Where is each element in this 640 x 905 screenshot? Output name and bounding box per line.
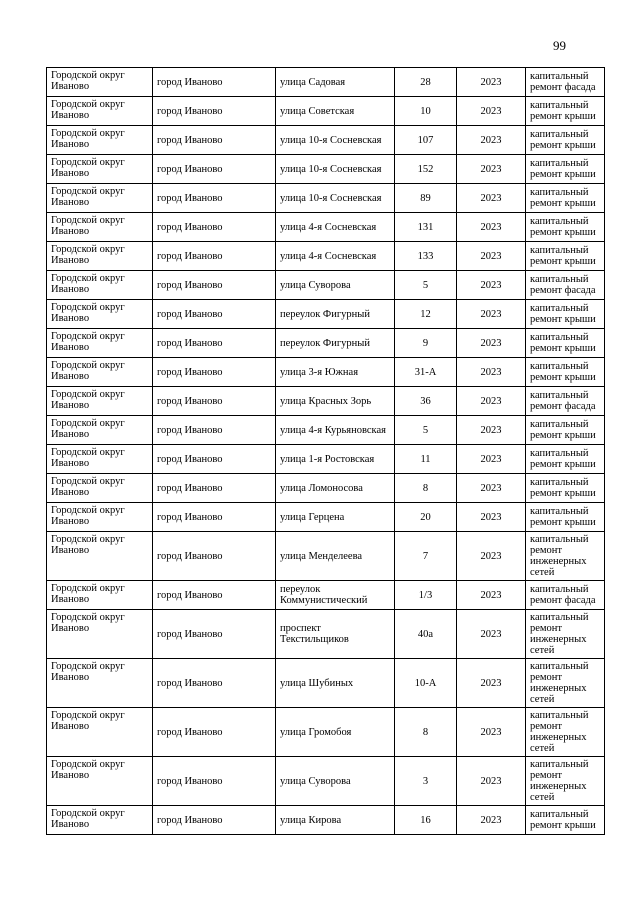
work-type-cell: капитальный ремонт инженерных сетей xyxy=(526,610,605,659)
street-cell: переулок Фигурный xyxy=(276,300,395,329)
table-row xyxy=(47,503,605,532)
street-cell: улица Садовая xyxy=(276,68,395,97)
work-type-cell: капитальный ремонт крыши xyxy=(526,474,605,503)
work-type-cell: капитальный ремонт крыши xyxy=(526,358,605,387)
city-cell: город Иваново xyxy=(153,358,276,387)
street-cell: улица 10-я Сосневская xyxy=(276,155,395,184)
year-cell: 2023 xyxy=(457,155,526,184)
street-cell: улица 4-я Курьяновская xyxy=(276,416,395,445)
table-row xyxy=(47,387,605,416)
work-type-cell: капитальный ремонт фасада xyxy=(526,68,605,97)
region-cell: Городской округ Иваново xyxy=(47,806,153,835)
region-cell: Городской округ Иваново xyxy=(47,271,153,300)
street-cell: улица 10-я Сосневская xyxy=(276,184,395,213)
region-cell: Городской округ Иваново xyxy=(47,155,153,184)
table-row xyxy=(47,610,605,659)
house-number-cell: 40а xyxy=(395,610,457,659)
year-cell: 2023 xyxy=(457,659,526,708)
year-cell: 2023 xyxy=(457,300,526,329)
region-cell: Городской округ Иваново xyxy=(47,126,153,155)
city-cell: город Иваново xyxy=(153,271,276,300)
region-cell: Городской округ Иваново xyxy=(47,474,153,503)
table-row xyxy=(47,445,605,474)
work-type-cell: капитальный ремонт крыши xyxy=(526,213,605,242)
street-cell: улица Суворова xyxy=(276,757,395,806)
city-cell: город Иваново xyxy=(153,387,276,416)
house-number-cell: 16 xyxy=(395,806,457,835)
table-row xyxy=(47,757,605,806)
city-cell: город Иваново xyxy=(153,213,276,242)
table-row xyxy=(47,184,605,213)
repair-schedule-table xyxy=(46,67,605,835)
house-number-cell: 31-А xyxy=(395,358,457,387)
street-cell: улица Громобоя xyxy=(276,708,395,757)
street-cell: улица Шубиных xyxy=(276,659,395,708)
house-number-cell: 9 xyxy=(395,329,457,358)
house-number-cell: 107 xyxy=(395,126,457,155)
year-cell: 2023 xyxy=(457,126,526,155)
work-type-cell: капитальный ремонт фасада xyxy=(526,271,605,300)
region-cell: Городской округ Иваново xyxy=(47,300,153,329)
city-cell: город Иваново xyxy=(153,126,276,155)
city-cell: город Иваново xyxy=(153,708,276,757)
table-row xyxy=(47,271,605,300)
year-cell: 2023 xyxy=(457,445,526,474)
city-cell: город Иваново xyxy=(153,97,276,126)
street-cell: улица 10-я Сосневская xyxy=(276,126,395,155)
table-row xyxy=(47,155,605,184)
work-type-cell: капитальный ремонт крыши xyxy=(526,242,605,271)
street-cell: проспект Текстильщиков xyxy=(276,610,395,659)
work-type-cell: капитальный ремонт крыши xyxy=(526,329,605,358)
year-cell: 2023 xyxy=(457,329,526,358)
table-row xyxy=(47,532,605,581)
year-cell: 2023 xyxy=(457,708,526,757)
work-type-cell: капитальный ремонт крыши xyxy=(526,445,605,474)
house-number-cell: 3 xyxy=(395,757,457,806)
table-row xyxy=(47,68,605,97)
work-type-cell: капитальный ремонт инженерных сетей xyxy=(526,708,605,757)
house-number-cell: 28 xyxy=(395,68,457,97)
table-row xyxy=(47,242,605,271)
city-cell: город Иваново xyxy=(153,329,276,358)
city-cell: город Иваново xyxy=(153,242,276,271)
region-cell: Городской округ Иваново xyxy=(47,610,153,659)
year-cell: 2023 xyxy=(457,757,526,806)
house-number-cell: 12 xyxy=(395,300,457,329)
table-body xyxy=(47,68,605,835)
house-number-cell: 10-А xyxy=(395,659,457,708)
region-cell: Городской округ Иваново xyxy=(47,387,153,416)
year-cell: 2023 xyxy=(457,97,526,126)
work-type-cell: капитальный ремонт крыши xyxy=(526,126,605,155)
work-type-cell: капитальный ремонт инженерных сетей xyxy=(526,659,605,708)
street-cell: улица 3-я Южная xyxy=(276,358,395,387)
year-cell: 2023 xyxy=(457,581,526,610)
work-type-cell: капитальный ремонт инженерных сетей xyxy=(526,532,605,581)
year-cell: 2023 xyxy=(457,242,526,271)
table-row xyxy=(47,97,605,126)
table-row xyxy=(47,213,605,242)
region-cell: Городской округ Иваново xyxy=(47,659,153,708)
work-type-cell: капитальный ремонт крыши xyxy=(526,155,605,184)
year-cell: 2023 xyxy=(457,610,526,659)
region-cell: Городской округ Иваново xyxy=(47,213,153,242)
city-cell: город Иваново xyxy=(153,581,276,610)
year-cell: 2023 xyxy=(457,358,526,387)
street-cell: улица Кирова xyxy=(276,806,395,835)
region-cell: Городской округ Иваново xyxy=(47,358,153,387)
table-row xyxy=(47,358,605,387)
house-number-cell: 8 xyxy=(395,708,457,757)
region-cell: Городской округ Иваново xyxy=(47,757,153,806)
house-number-cell: 10 xyxy=(395,97,457,126)
city-cell: город Иваново xyxy=(153,184,276,213)
city-cell: город Иваново xyxy=(153,474,276,503)
region-cell: Городской округ Иваново xyxy=(47,532,153,581)
table-row xyxy=(47,708,605,757)
table-row xyxy=(47,659,605,708)
city-cell: город Иваново xyxy=(153,532,276,581)
house-number-cell: 89 xyxy=(395,184,457,213)
work-type-cell: капитальный ремонт фасада xyxy=(526,581,605,610)
house-number-cell: 133 xyxy=(395,242,457,271)
table-row xyxy=(47,300,605,329)
city-cell: город Иваново xyxy=(153,300,276,329)
region-cell: Городской округ Иваново xyxy=(47,445,153,474)
work-type-cell: капитальный ремонт крыши xyxy=(526,184,605,213)
house-number-cell: 36 xyxy=(395,387,457,416)
street-cell: улица Советская xyxy=(276,97,395,126)
year-cell: 2023 xyxy=(457,271,526,300)
year-cell: 2023 xyxy=(457,416,526,445)
work-type-cell: капитальный ремонт крыши xyxy=(526,806,605,835)
work-type-cell: капитальный ремонт фасада xyxy=(526,387,605,416)
work-type-cell: капитальный ремонт крыши xyxy=(526,416,605,445)
table-row xyxy=(47,416,605,445)
city-cell: город Иваново xyxy=(153,416,276,445)
city-cell: город Иваново xyxy=(153,445,276,474)
year-cell: 2023 xyxy=(457,68,526,97)
year-cell: 2023 xyxy=(457,806,526,835)
region-cell: Городской округ Иваново xyxy=(47,708,153,757)
street-cell: улица Менделеева xyxy=(276,532,395,581)
city-cell: город Иваново xyxy=(153,659,276,708)
city-cell: город Иваново xyxy=(153,757,276,806)
street-cell: улица Красных Зорь xyxy=(276,387,395,416)
city-cell: город Иваново xyxy=(153,68,276,97)
region-cell: Городской округ Иваново xyxy=(47,416,153,445)
region-cell: Городской округ Иваново xyxy=(47,503,153,532)
street-cell: улица Герцена xyxy=(276,503,395,532)
street-cell: улица 1-я Ростовская xyxy=(276,445,395,474)
table-row xyxy=(47,806,605,835)
table-row xyxy=(47,474,605,503)
house-number-cell: 8 xyxy=(395,474,457,503)
work-type-cell: капитальный ремонт крыши xyxy=(526,300,605,329)
house-number-cell: 1/3 xyxy=(395,581,457,610)
house-number-cell: 5 xyxy=(395,416,457,445)
table-row xyxy=(47,126,605,155)
city-cell: город Иваново xyxy=(153,503,276,532)
work-type-cell: капитальный ремонт крыши xyxy=(526,503,605,532)
region-cell: Городской округ Иваново xyxy=(47,68,153,97)
street-cell: переулок Коммунистический xyxy=(276,581,395,610)
house-number-cell: 11 xyxy=(395,445,457,474)
city-cell: город Иваново xyxy=(153,806,276,835)
house-number-cell: 152 xyxy=(395,155,457,184)
region-cell: Городской округ Иваново xyxy=(47,242,153,271)
street-cell: улица 4-я Сосневская xyxy=(276,242,395,271)
street-cell: улица Суворова xyxy=(276,271,395,300)
street-cell: улица 4-я Сосневская xyxy=(276,213,395,242)
region-cell: Городской округ Иваново xyxy=(47,184,153,213)
year-cell: 2023 xyxy=(457,474,526,503)
year-cell: 2023 xyxy=(457,503,526,532)
street-cell: переулок Фигурный xyxy=(276,329,395,358)
city-cell: город Иваново xyxy=(153,610,276,659)
year-cell: 2023 xyxy=(457,213,526,242)
year-cell: 2023 xyxy=(457,387,526,416)
work-type-cell: капитальный ремонт инженерных сетей xyxy=(526,757,605,806)
work-type-cell: капитальный ремонт крыши xyxy=(526,97,605,126)
region-cell: Городской округ Иваново xyxy=(47,581,153,610)
region-cell: Городской округ Иваново xyxy=(47,97,153,126)
year-cell: 2023 xyxy=(457,532,526,581)
year-cell: 2023 xyxy=(457,184,526,213)
page-number: 99 xyxy=(553,38,566,53)
city-cell: город Иваново xyxy=(153,155,276,184)
house-number-cell: 20 xyxy=(395,503,457,532)
table-row xyxy=(47,329,605,358)
region-cell: Городской округ Иваново xyxy=(47,329,153,358)
table-row xyxy=(47,581,605,610)
house-number-cell: 131 xyxy=(395,213,457,242)
street-cell: улица Ломоносова xyxy=(276,474,395,503)
house-number-cell: 5 xyxy=(395,271,457,300)
house-number-cell: 7 xyxy=(395,532,457,581)
